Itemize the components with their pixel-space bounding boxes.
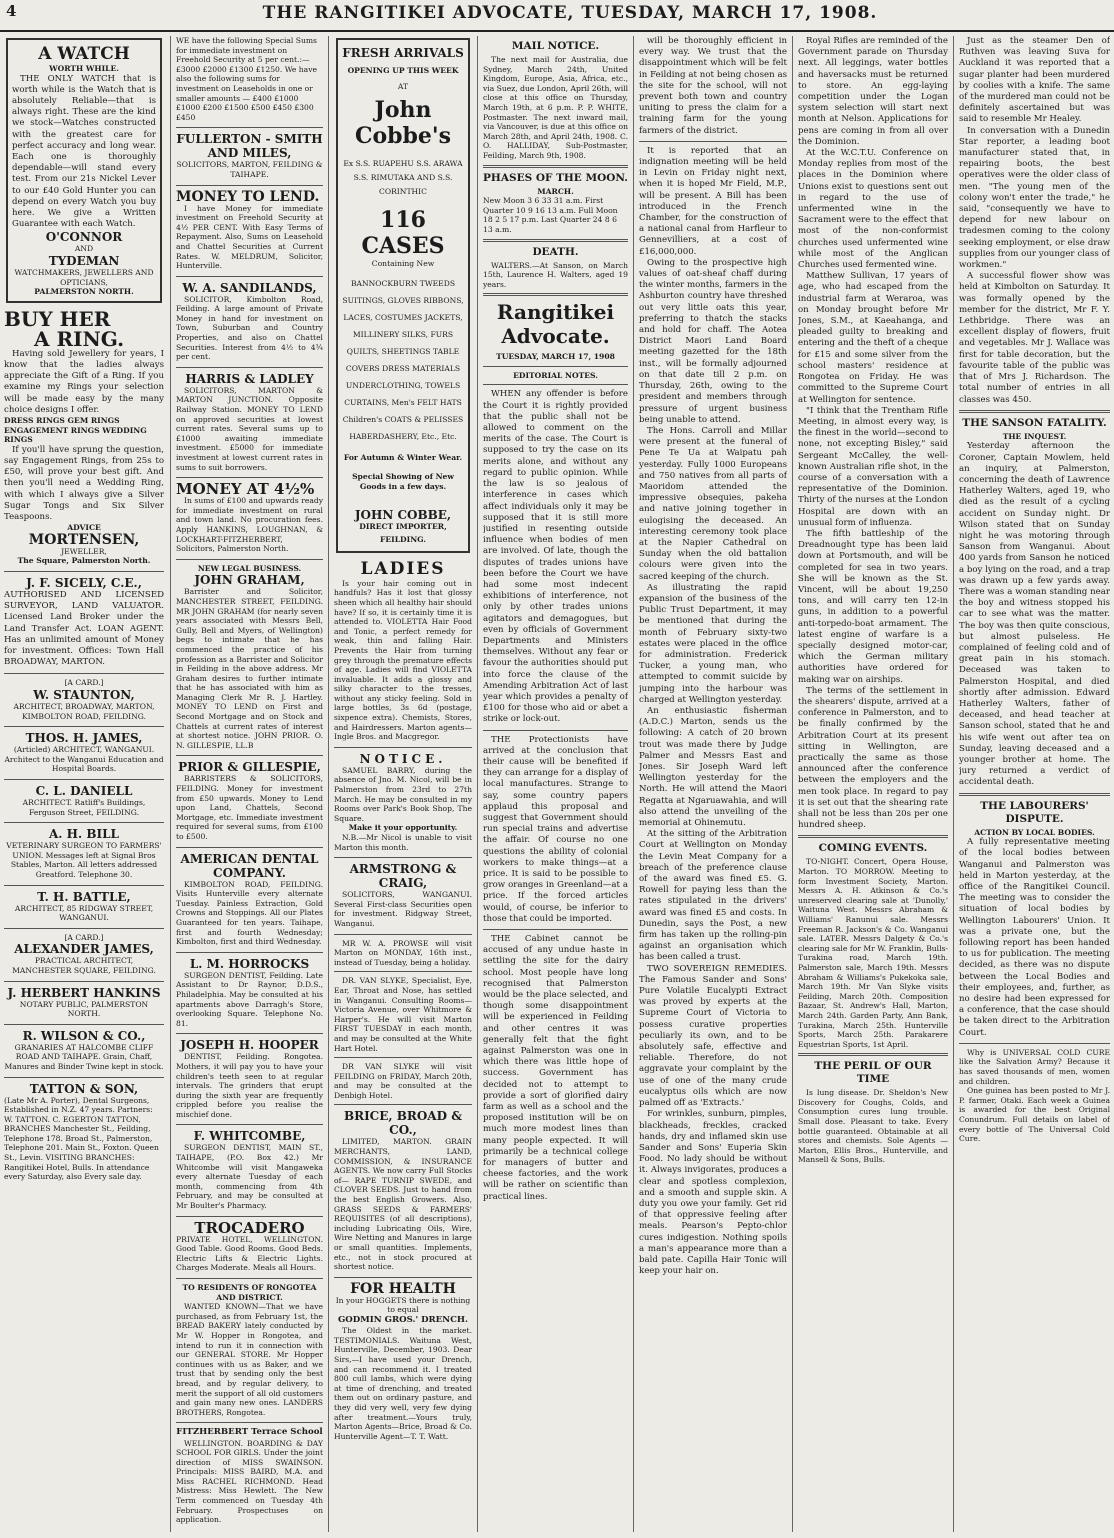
advert-body: ARCHITECT, 85 RIDGWAY STREET, WANGANUI. [14, 903, 154, 923]
news-paragraph: "I think that the Trentham Rifle Meeting, in almost every way, is the finest in the world—second to none, not excepting Bisley," said Sergeant McCalley, the well-known Australian rifle shot, in the course of a conversation with a representative of the Dominion. Thirty of the nurses at the London Hospital are down with an unusual form of influenza. [798, 405, 948, 528]
news-paragraph: A successful flower show was held at Kimbolton on Saturday. It was formally opened by the member for the district, Mr F. Y. Lethbridge. There was an excellent display of flowers, fruit and vegetables. Mr J. Wallace was first for table decoration, but the favourite table of the public was that of Mrs J. Richardson. The total number of entries in all classes was 450. [959, 271, 1110, 405]
advertiser-name: BRICE, BROAD & CO., [343, 1109, 463, 1138]
page-number: 4 [6, 2, 17, 20]
editorial-heading: EDITORIAL NOTES. [513, 370, 598, 380]
news-paragraph: Owing to the prospective high values of oat-sheaf chaff during the winter months, farmers in the Ashburton country have threshed out very little oats this year, preferring to thatch the stacks and hold for chaff. The Aotea District Maori Land Board meeting gazetted for the 18th inst., will be formally adjourned on that date till 2 p.m. on Thursday, 26th, owing to the president and members through pressure of urgent business being unable to attend. [639, 257, 787, 425]
tatton-advert [4, 1082, 164, 1182]
advertiser-name: C. L. DANIELL [35, 784, 133, 798]
advertiser-name: TATTON & SON, [29, 1081, 139, 1096]
advertiser-name: THOS. H. JAMES, [25, 731, 143, 746]
advertiser-trade: JEWELLER, [61, 546, 107, 556]
advert-body: The Oldest in the market. TESTIMONIALS. Waituna West, Hunterville, December, 1903. Dear Sirs,—I have used your Drench, and can recommend it. I treated 800 cull lambs, which were dying at time of drenching, and treated them out on ordinary pasture, and they did very well, very few dying after treatment.—Yours truly, Marton Agents—Brice, Broad & Co. Hunterville Agent—T. T. Watt. [334, 1326, 472, 1441]
barry-notice [334, 752, 472, 852]
daniell-advert [4, 784, 164, 817]
advertiser-name: JOSEPH H. HOOPER [180, 1038, 319, 1053]
advert-subheading: OPENING UP THIS WEEK [347, 66, 459, 75]
advert-body: PRIVATE HOTEL, WELLINGTON. Good Table. Good Rooms. Good Beds. Electric Lifts & Electric Lights. Charges Moderate. Meals all Hours. [176, 1234, 323, 1273]
advert-body: WELLINGTON. BOARDING & DAY SCHOOL FOR GIRLS. Under the joint direction of MISS SWAINSON. Principals: MISS BAIRD, M.A. and Miss RACHEL RICHMOND. Head Mistress: Miss Hewlett. The New Term commenced on Tuesday 4th February. Prospectuses on application. [176, 1438, 323, 1525]
advert-heading: LADIES [360, 558, 446, 579]
advert-body: VETERINARY SURGEON TO FARMERS' UNION. Messages left at Signal Bros Stables, Marton. All letters addressed Greatford. Telephone 30. [6, 841, 162, 879]
advertiser-address: The Square, Palmerston North. [17, 556, 151, 566]
advertiser-name: TYDEMAN [48, 254, 120, 269]
advert-season: For Autumn & Winter Wear. [343, 452, 463, 462]
prowse-notice: MR W. A. PROWSE will visit Marton on MONDAY, 16th inst., instead of Tuesday, being a holiday. [334, 938, 472, 967]
column-rule [792, 36, 793, 1532]
ship-list: Ex S.S. RUAPEHU S.S. ARAWA S.S. RIMUTAKA AND S.S. CORINTHIC [343, 159, 463, 197]
advert-list: DRESS RINGS GEM RINGS ENGAGEMENT RINGS WEDDING RINGS [4, 416, 147, 445]
advert-body: ARCHITECT. Ratliff's Buildings, Ferguson Street, FEILDING. [22, 798, 146, 817]
harris-advert [176, 372, 323, 472]
horrocks-advert [176, 957, 323, 1029]
advertiser-name: W. A. SANDILANDS, [182, 280, 317, 295]
money-advert [176, 190, 323, 271]
advert-body: BARRISTERS & SOLICITORS, FEILDING. Money for investment from £50 upwards. Money to Lend upon Land, Chattels, Second Mortgage, etc. Immediate investment required for several sums, from £100 to £500. [176, 774, 323, 841]
james-advert [4, 731, 164, 774]
advert-heading: MONEY TO LEND. [176, 189, 320, 205]
advert-body: SOLICITOR, Kimbolton Road, Feilding. A large amount of Private Money in hand for investment on Town, Suburban and Country Properties, and also on Chattel Securities. Interest from 4½ to 4¾ per cent. [176, 294, 323, 362]
advert-body: SOLICITORS, MARTON, FEILDING & TAIHAPE. [176, 160, 323, 179]
violetta-advert [334, 559, 472, 742]
masthead-title: THE RANGITIKEI ADVOCATE, TUESDAY, MARCH 17, 1908. [262, 3, 878, 23]
advert-body: DENTIST, Feilding. Rongotea. Mothers, it will pay you to have your children's teeth seen to at regular intervals. The grinders that erupt during the sixth year are frequently crippled before you realise the mischief done. [176, 1052, 323, 1119]
advert-body: In sums of £100 and upwards ready for immediate investment on rural and town land. No procuration fees. Apply HANKINS, LOUGHNAN, & LOCKHART-FITZHERBERT, Solicitors, Palmerston North. [176, 496, 323, 554]
ring-advert [4, 309, 164, 566]
advertiser-town: PALMERSTON NORTH. [34, 287, 134, 297]
mail-notice-heading: MAIL NOTICE. [511, 40, 600, 52]
fitzherbert-advert [176, 1427, 323, 1525]
advert-body: LIMITED, MARTON. GRAIN MERCHANTS, LAND, COMMISSION, & INSURANCE AGENTS. We now carry Full Stocks of— RAPE TURNIP SWEDE, and CLOVER SEEDS. Just to hand from the best English Growers. Also, GRASS SEEDS & FARMERS' REQUISITES (of all descriptions), including Lubricating Oils, Wire, Wire Netting and Manures in large or small quantities. Implements, etc., not in stock procured at shortest notice. [334, 1137, 472, 1272]
labour-subheading: ACTION BY LOCAL BODIES. [974, 827, 1095, 837]
alexander-advert [4, 933, 164, 976]
advert-body: THE ONLY WATCH that is worth while is the Watch that is absolutely Reliable—that is always right. These are the kind we stock—Watches constructed with the greatest care for perfect accuracy and long wear. Each one is thoroughly dependable—will stand every test. From our 21s Nickel Lever to our £40 Gold Hunter you can depend on every Watch you buy here. We give a Written Guarantee with each Watch. [12, 73, 156, 230]
money4-advert [176, 482, 323, 554]
staunton-advert [4, 678, 164, 721]
editorial-paragraph: THE Cabinet cannot be accused of any undue haste in settling the site for the dairy school. Most people have long recognised that Palmerston would be the place selected, and though some disappointment will be experienced in Feilding and other centres it was generally felt that the fight against Palmerston was one in which there was little hope of success. Government has decided not to attempt to provide a sort of glorified dairy farm as well as a school and the proposed institution will be on much more modest lines than many people expected. It will primarily be a technical college for managers of butter and cheese factories, and the work will be rather on scientific than practical lines. [483, 934, 628, 1202]
news-paragraph: At the sitting of the Arbitration Court at Wellington on Monday the Levin Meat Company for a breach of the preference clause of the award was fined £5. G. Rowell for paying less than the rates stipulated in the drivers' award was fined £5 and costs. In Dunedin, says the Post, a new firm has taken up the rolling-pin against an organisation which has been called a trust. [639, 829, 787, 963]
advert-body: Having sold Jewellery for years, I know that the ladies always appreciate the Gift of a Ring. If you examine my Rings your selection will be made easy by the many choice designs I offer. [4, 348, 164, 415]
advertiser-name: A. H. BILL [49, 827, 119, 842]
death-body: WALTERS.—At Sanson, on March 15th, Laurence H. Walters, aged 19 years. [483, 260, 628, 289]
paper-title: Rangitikei Advocate. [496, 300, 615, 349]
hankins-advert [4, 986, 164, 1019]
column-rule [633, 36, 634, 1532]
brice-advert [334, 1109, 472, 1271]
notice-slogan: Make it your opportunity. [348, 823, 458, 833]
news-paragraph: The Hons. Carroll and Millar were present at the funeral of Pene Te Ua at Waipatu pah yesterday. Fully 1000 Europeans and 750 natives from all parts of Maoridom attended the impressive obsequies, pakeha and native joining together in eulogising the deceased. An interesting ceremony took place at the Napier Cathedral on Sunday when the old battalion colours were given into the sacred keeping of the church. [639, 425, 787, 582]
death-heading: DEATH. [532, 245, 579, 258]
card-label: [A CARD.] [64, 678, 104, 688]
labour-dispute-heading: THE LABOURERS' DISPUTE. [980, 799, 1089, 825]
advertiser-trade: WATCHMAKERS, JEWELLERS AND OPTICIANS, [14, 268, 154, 287]
advertiser-name: JOHN COBBE, [354, 507, 452, 522]
drench-advert [334, 1282, 472, 1442]
advertiser-town: FEILDING. [379, 535, 426, 545]
advertiser-name: F. WHITCOMBE, [193, 1129, 306, 1144]
bill-advert [4, 827, 164, 879]
cold-cure-note: One guinea has been posted to Mr J. P. farmer, Otaki. Each week a Guinea is awarded for the best Original Conundrum. Full details on label of every bottle of The Universal Cold Cure. [959, 1086, 1110, 1144]
advertiser-name: GODMIN GROS.' DRENCH. [337, 1314, 469, 1325]
advertiser-name: HARRIS & LADLEY [185, 371, 314, 386]
advert-body: Barrister and Solicitor, MANCHESTER STREET, FEILDING. MR JOHN GRAHAM (for nearly seven years associated with Messrs Bell, Gully, Bell and Myers, of Wellington) begs to intimate that he has commenced the practice of his profession as a Barrister and Solicitor in Feilding in the above address. Mr Graham desires to further intimate that he has associated with him as Managing Clerk Mr R. J. Hartley. MONEY TO LEND on First and Second Mortgage and on Stock and Chattels at current rates of interest at shortest notice. JOHN PRIOR. O. N. GILLESPIE, LL.B [176, 587, 323, 750]
goods-list: BANNOCKBURN TWEEDS SUITINGS, GLOVES RIBBONS, LACES, COSTUMES JACKETS, MILLINERY SILKS, FURS QUILTS, SHEETINGS TABLE COVERS DRESS MATERIALS UNDERCLOTHING, TOWELS CURTAINS, Men's FELT HATS Children's COATS & PELISSES HABERDASHERY, Etc., Etc. [342, 278, 464, 441]
news-paragraph: An enthusiastic fisherman (A.D.C.) Marton, sends us the following: A catch of 20 brown trout was made there by Judge Palmer and Messrs East and Jones. Sir Joseph Ward left Wellington yesterday for the North. He will attend the Maori Regatta at Ngaruawahia, and will also attend the unveiling of the memorial at Ohinemutu. [639, 705, 787, 829]
news-paragraph: TWO SOVEREIGN REMEDIES. The Famous Sander and Sons' Pure Volatile Eucalypti Extract was proved by experts at the Supreme Court of Victoria to possess curative properties peculiarly its own, and to be absolutely safe, effective and reliable. Therefore, do not aggravate your complaint by the use of one of the many crude eucalyptus oils which are now palmed off as 'Extracts.' [639, 963, 787, 1109]
notice-heading: NOTICE. [359, 751, 447, 766]
column-rule [477, 36, 478, 1532]
sicely-advert [4, 576, 164, 668]
advert-body: SURGEON DENTIST, Feilding. Late Assistant to Dr Raynor, D.D.S., Philadelphia. May be consulted at his apartments above Darragh's Store, overlooking Square. Telephone No. 81. [176, 970, 323, 1028]
advert-body: Is your hair coming out in handfuls? Has it lost that glossy sheen which all healthy hair should have? If so, it is certainly time it is attended to. VIOLETTA Hair Food and Tonic, a perfect remedy for weak, thin and falling Hair. Prevents the Hair from turning grey through the premature effects of age. Ladies will find VIOLETTA invaluable. It adds a glossy and silky character to the tresses, without any sticky feeling. Sold in large bottles, 3s 6d (postage, sixpence extra). Chemists, Stores, and Hairdressers. Marton agents—Ingle Bros. and Macgregor. [334, 578, 472, 742]
column-4 [483, 36, 628, 1532]
column-7 [959, 36, 1110, 1532]
notice-body: SAMUEL BARRY, during the absence of Jno. M. Nicol, will be in Palmerston from 23rd to 27th March. He may be consulted in my Rooms over Park's Book Shop, The Square. [334, 765, 472, 823]
armstrong-advert [334, 862, 472, 928]
peril-heading: THE PERIL OF OUR TIME [814, 1060, 932, 1086]
advert-body: KIMBOLTON ROAD, FEILDING. Visits Hunterville every alternate Tuesday. Painless Extraction, Gold Crowns and Stoppings. All our Plates Guaranteed for ten years. Taihape, first and fourth Wednesday; Kimbolton, first and third Wednesday. [176, 879, 323, 947]
advert-heading: BUY HER [4, 308, 111, 331]
vanslyke-notice: DR. VAN SLYKE, Specialist, Eye, Ear, Throat and Nose, has settled in Wanganui. Consulting Rooms—Victoria Avenue, over Whitmore & Harper's. He will visit Marton FIRST TUESDAY in each month, and may be consulted at the White Hart Hotel. [334, 976, 472, 1053]
advertiser-name: AMERICAN DENTAL COMPANY. [180, 851, 319, 880]
sums-advert: WE have the following Special Sums for immediate investment on Freehold Security at 5 per cent.:— £3000 £2000 £1300 £1250. We have also the following sums for investment on Leaseholds in one or smaller amounts — £400 £1000 £1000 £200 £1500 £500 £450 £300 £450 [176, 36, 317, 122]
advertiser-name: L. M. HORROCKS [189, 956, 310, 971]
advert-body: SOLICITORS, WANGANUI. Several First-class Securities open for investment. Ridgway Street, Wanganui. [334, 890, 472, 928]
news-paragraph: Matthew Sullivan, 17 years of age, who had escaped from the industrial farm at Weraroa, was on Monday brought before Mr Jones, S.M., at Kaeahanga, and pleaded guilty to breaking and entering and the theft of a cheque for £15 and some silver from the school masters' residence at Rongotea on Friday. He was committed to the Supreme Court at Wellington for sentence. [798, 271, 948, 405]
advert-body: NOTARY PUBLIC, PALMERSTON NORTH. [19, 999, 149, 1019]
advertiser-name: T. H. BATTLE, [37, 889, 131, 904]
column-6 [798, 36, 948, 1532]
editorial-paragraph: WHEN any offender is before the Court it is rightly provided that the public shall not be allowed to comment on the merits of the case. The Court is supposed to try the case on its merits alone, and without any regard to public opinion. While the law is so jealous of interference in cases which affect individuals only it may be supposed that it is still more justified in resenting outside influence when bodies of men are involved. Of late, though the disputes of trades unions have been before the Court we have had some most indecent exhibitions of interference, not only by other trades unions agitators and demagogues, but even by officials of Government Departments and Ministers themselves. Without any fear or favour the authorities should put into force the clause of the Amending Arbitration Act of last year which provides a penalty of £100 for those who aid or abet a strike or lock-out. [483, 389, 628, 725]
news-paragraph: Just as the steamer Den of Ruthven was leaving Suva for Auckland it was reported that a sugar planter had been murdered by coolies with a knife. The same of the murdered man could not be definitely ascertained but was said to resemble Mr Healey. [959, 36, 1110, 125]
advert-body: SURGEON DENTIST, MAIN ST., TAIHAPE, (P.O. Box 42.) Mr Whitcombe will visit Mangaweka every alternate Tuesday of each month, commencing from 4th February, and may be consulted at Mr Boulter's Pharmacy. [176, 1143, 323, 1211]
advertiser-trade: DIRECT IMPORTER, [359, 521, 447, 531]
advertiser-name: MORTENSEN, [28, 531, 140, 548]
advert-body: SOLICITORS, MARTON & MARTON JUNCTION. Opposite Railway Station. MONEY TO LEND on approved securities at lowest current rates. Several sums up to £1000 awaiting immediate investment. £5000 for immediate investment at lowest current rates in sums to suit borrowers. [176, 385, 323, 472]
advert-containing: Containing New [371, 259, 435, 269]
advert-heading: FOR HEALTH [350, 1281, 456, 1297]
hooper-advert [176, 1038, 323, 1119]
advertiser-name: ALEXANDER JAMES, [14, 942, 154, 957]
prior-advert [176, 760, 323, 841]
column-5 [639, 36, 787, 1532]
advert-body: (Late Mr A. Porter), Dental Surgeons, Established in N.Z. 47 years. Partners: W. TATTON. C. EGERTON TATTON, BRANCHES Manchester St., Feilding, Telephone 178. Broad St., Palmerston, Telephone 201. Main St., Foxton. Queen St., Levin. VISITING BRANCHES: Rangitikei Hotel, Bulls. In attendance every Saturday, also Every sale day. [4, 1095, 159, 1182]
advert-body: ARCHITECT, BROADWAY, MARTON, KIMBOLTON ROAD, FEILDING. [13, 702, 155, 721]
advertiser-name: JOHN GRAHAM, [194, 573, 305, 588]
advertiser-name: J. F. SICELY, C.E., [26, 576, 142, 591]
advert-body: PRACTICAL ARCHITECT, MANCHESTER SQUARE, FEILDING. [12, 956, 156, 975]
coming-events-heading: COMING EVENTS. [818, 842, 928, 855]
paper-date: TUESDAY, MARCH 17, 1908 [496, 352, 615, 362]
whitcombe-advert [176, 1129, 323, 1210]
column-1 [4, 36, 164, 1532]
news-paragraph: Royal Rifles are reminded of the Government parade on Thursday next. All leggings, water bottles and haversacks must be returned to store. An egg-laying competition under the Logan system selection will start next month at Nelson. Applications for pens are coming in from all over the Dominion. [798, 36, 948, 147]
inquest-subheading: THE INQUEST. [1002, 431, 1067, 441]
advertiser-name: AND [74, 244, 94, 254]
news-paragraph: In conversation with a Dunedin Star reporter, a leading boot manufacturer stated that, in repairing boots, the best operatives were the older class of men. "The young men of the colony won't enter the trade," he said, "consequently we have to depend for new labour on tradesmen coming to the colony seeking employment, or else draw supplies from our younger class of workmen." [959, 125, 1110, 271]
news-paragraph: As illustrating the rapid expansion of the business of the Public Trust Department, it may be mentioned that during the month of February sixty-two estates were placed in the office for administration. Frederick Tucker, a young man, who attempted to commit suicide by jumping into the harbour was charged at Wellington yesterday. [639, 582, 787, 705]
masthead [0, 0, 1114, 32]
cobbe-advert [336, 38, 470, 553]
mail-notice-body: The next mail for Australia, due Sydney, March 24th, United Kingdom, Europe, Asia, Africa, etc., via Suez, due London, April 26th, will close at this office on Thursday, March 19th, at 6 p.m. P. P. WHITE, Postmaster. The next inward mail, via Vancouver, is due at this office on March 28th, and April 24th, 1908. C. O. HALLIDAY, Sub-Postmaster, Feilding, March 9th, 1908. [483, 55, 628, 160]
advert-label: ADVICE [67, 523, 101, 533]
advertiser-name: TROCADERO [194, 1220, 305, 1237]
advert-at: AT [397, 81, 409, 91]
sanson-fatality-heading: THE SANSON FATALITY. [962, 416, 1107, 429]
column-rule [170, 36, 171, 1532]
advert-special: Special Showing of New Goods in a few days. [352, 472, 454, 491]
rongotea-advert [176, 1283, 323, 1417]
advertiser-name: O'CONNOR [45, 230, 123, 245]
advertiser-name: PRIOR & GILLESPIE, [178, 760, 321, 775]
news-paragraph: It is reported that an indignation meeting will be held in Levin on Friday night next, when it is hoped Mr Field, M.P., will be present. A Bill has been introduced in the French Chamber, for the construction of a national canal from Harfleur to Gennevilliers, at a cost of £16,000,000. [639, 145, 787, 257]
cases-count: 116 CASES [361, 207, 445, 260]
news-paragraph: The terms of the settlement in the shearers' dispute, arrived at a conference in Palmerston, and to be finally confirmed by the Arbitration Court at its present sitting in Wellington, are practically the same as those announced after the conference between the employers and the men took place. In regard to pay it is set out that the shearing rate shall not be less than 20s per one hundred sheep. [798, 685, 948, 831]
news-paragraph: will be thoroughly efficient in every way. We trust that the disappointment which will be felt in Feilding at not being chosen as the site for the school, will not prevent both town and country uniting to press the claim for a training farm for the young farmers of the district. [639, 36, 787, 136]
advert-heading: FRESH ARRIVALS [342, 46, 464, 60]
editorial-paragraph: THE Protectionists have arrived at the conclusion that their cause will be benefited if they can arrange for a display of local manufactures. Strange to say, some country papers applaud this proposal and suggest that Government should run special trains and advertise the affair. Of course no one questions the ability of colonial workers to make things—at a price. It is said to be possible to grow oranges in Greenland—at a price. If the forced articles would, of course, be inferior to those that could be imported. [483, 734, 628, 924]
peril-body: Is lung disease. Dr. Sheldon's New Discovery for Coughs, Colds, and Consumption cures lung trouble. Small dose. Pleasant to take. Every bottle guaranteed. Obtainable at all stores and chemists. Sole Agents — Marton, Ellis Bros., Hunterville, and Mansell & Sons, Bulls. [798, 1088, 948, 1165]
graham-advert [176, 564, 323, 751]
advert-subheading: WORTH WHILE. [49, 64, 119, 73]
advert-body: (Articled) ARCHITECT, WANGANUI. Architect to the Wanganui Education and Hospital Boards. [4, 745, 164, 774]
advert-body: I have Money for immediate investment on Freehold Security at 4½ PER CENT. With Easy Terms of Repayment. Also, Sums on Leasehold and Chattel Securities at Current Rates. W. MELDRUM, Solicitor, Hunterville. [176, 203, 323, 271]
advert-body: AUTHORISED AND LICENSED SURVEYOR, LAND VALUATOR. Licensed Land Broker under the Land Transfer Act. LOAN AGENT. Has an unlimited amount of Money for investment. Offices: Town Hall BROADWAY, MARTON. [4, 590, 164, 668]
moon-month: MARCH. [537, 186, 574, 196]
wilson-advert [4, 1029, 164, 1072]
sandilands-advert [176, 281, 323, 362]
news-paragraph: For wrinkles, sunburn, pimples, blackheads, freckles, cracked hands, dry and inflamed skin use Sander and Sons' Euperia Skin Food. No lady should be without it. Always invigorates, produces a clear and spotless complexion, and a smooth and supple skin. A duty you owe your family. Get rid of that oppressive feeling after meals. Pearson's Pepto-chlor cures indigestion. Nothing spoils a man's appearance more than a bald pate. Capilla Hair Tonic will keep your hair on. [639, 1109, 787, 1277]
cold-cure-advert: Why is UNIVERSAL COLD CURE like the Salvation Army? Because it has saved thousands of men, women and children. [959, 1047, 1110, 1086]
news-paragraph: The fifth battleship of the Dreadnought type has been laid down at Portsmouth, and will be completed for sea in two years. She will be known as the St. Vincent, will be about 19,250 tons, and will carry ten 12-in guns, in addition to a powerful anti-torpedo-boat armament. The latest engine of warfare is a specially designed motor-car, which the German military authorities have ordered for making war on airships. [798, 528, 948, 685]
card-label: [A CARD.] [64, 932, 104, 942]
fullerton-advert [176, 132, 323, 179]
advert-body: If you'll have sprung the question, say Engagement Rings, from 25s to £50, will prove your best gift. And then you'll need a Wedding Ring, with which I always give a Silver Sugar Tongs and Six Silver Teaspoons. [4, 444, 164, 523]
advert-body: GRANARIES AT HALCOMBE CLIFF ROAD AND TAIHAPE. Grain, Chaff, Manures and Binder Twine kept in stock. [4, 1042, 164, 1071]
advertiser-name: W. STAUNTON, [33, 688, 135, 703]
coming-events-list: TO-NIGHT. Concert, Opera House, Marton. TO MORROW. Meeting to form Investment Society, Marton. Messrs A. H. Atkinson & Co.'s unreserved clearing sale at 'Dunolly,' Waituna West. Messrs Abraham & Williams' Ranunui sale. Messrs Freeman R. Jackson's & Co. Wanganui sale. LATER. Messrs Dalgety & Co.'s clearing sale for Mr W. Franklin, Bulls-Turakina road, March 19th. Palmerston sale, March 19th. Messrs Abraham & Williams's Pukekoka sale, March 19th. Mr Van Slyke visits Feilding, March 20th. Composition Bazaar, St. Andrew's Hall, Marton, March 24th. Garden Party, Ann Bank, Turakina, March 25th. Hunterville Sports, March 25th. Parakarere Equestrian Sports, 1st April. [798, 857, 948, 1049]
advert-heading: A RING. [34, 326, 125, 351]
column-rule [328, 36, 329, 1532]
advert-heading: TO RESIDENTS OF RONGOTEA AND DISTRICT. [182, 1283, 317, 1302]
advert-heading: NEW LEGAL BUSINESS. [197, 563, 302, 573]
battle-advert [4, 890, 164, 923]
column-3 [334, 36, 472, 1532]
trocadero-advert [176, 1221, 323, 1273]
advertiser-name: John Cobbe's [354, 97, 452, 150]
column-2 [176, 36, 323, 1532]
watch-advert [6, 38, 162, 303]
advert-body: WANTED KNOWN—That we have purchased, as from February 1st, the BREAD BAKERY lately conducted by Mr W. Hopper in Rongotea, and intend to run it in connection with our GENERAL STORE. Mr Hopper continues with us as Baker, and we trust that by sending only the best bread, and by regular delivery, to merit the support of all old customers and gain many new ones. LANDERS BROTHERS, Rongotea. [176, 1302, 323, 1417]
american-advert [176, 852, 323, 947]
moon-heading: PHASES OF THE MOON. [483, 171, 628, 184]
column-rule [953, 36, 954, 1532]
news-paragraph: At the W.C.T.U. Conference on Monday replies from most of the places in the Dominion where Unions exist to questions sent out in regard to the use of unfermented wine in the Sacrament were to the effect that most of the non-conformist churches used unfermented wine while most of the Anglican Churches used fermented wine. [798, 148, 948, 271]
labour-body: A fully representative meeting of the local bodies between Wanganui and Palmerston was held in Marton yesterday, at the office of the Rangitikei Council. The meeting was to consider the situation of local bodies by Wellington Labourers' Union. It was a private one, but the following report has been handed to us for publication. The meeting decided, as there was no dispute between the Local Bodies and their employees, and, further, as no desire had been expressed for a conference, that the case should be taken direct to the Arbitration Court. [959, 837, 1110, 1038]
moon-table: New Moon 3 6 33 31 a.m. First Quarter 10 9 16 13 a.m. Full Moon 18 2 5 17 p.m. Last Quarter 24 8 6 13 a.m. [483, 196, 618, 234]
vanslyke-feilding-notice: DR VAN SLYKE will visit FEILDING on FRIDAY, March 20th, and may be consulted at the Denbigh Hotel. [334, 1062, 472, 1100]
advertiser-name: J. HERBERT HANKINS [7, 985, 161, 1000]
sanson-body: Yesterday afternoon the Coroner, Captain Mowlem, held an inquiry, at Palmerston, concerning the death of Lawrence Hatherley Walters, aged 19, who died as the result of a cycling accident on Sunday night. Dr Wilson stated that on Sunday night he was motoring through Sanson from Wanganui. About 400 yards from Sanson he noticed a boy lying on the road, and a trap was drawn up a few yards away. There was a woman standing near the boy and witness stopped his car to see what was the matter. The boy was then quite conscious, but almost pulseless. He complained of feeling cold and of great pain in his stomach. Deceased was taken to Palmerston Hospital, and died shortly after admission. Edward Hatherley Walters, father of deceased, and head teacher at Sanson school, stated that he and his wife went out after tea on Sunday, leaving deceased and a younger brother at home. The jury returned a verdict of accidental death. [959, 441, 1110, 788]
advertiser-name: ARMSTRONG & CRAIG, [349, 862, 457, 891]
advert-heading: A WATCH [38, 44, 130, 64]
advertiser-name: FULLERTON - SMITH AND MILES, [176, 132, 323, 161]
notice-note: N.B.—Mr Nicol is unable to visit Marton this month. [334, 833, 472, 852]
advert-heading: MONEY AT 4½% [176, 482, 315, 499]
advert-subheading: In your HOGGETS there is nothing to equal [335, 1295, 471, 1315]
advertiser-name: R. WILSON & CO., [22, 1028, 146, 1043]
advertiser-name: FITZHERBERT Terrace School [176, 1427, 323, 1438]
